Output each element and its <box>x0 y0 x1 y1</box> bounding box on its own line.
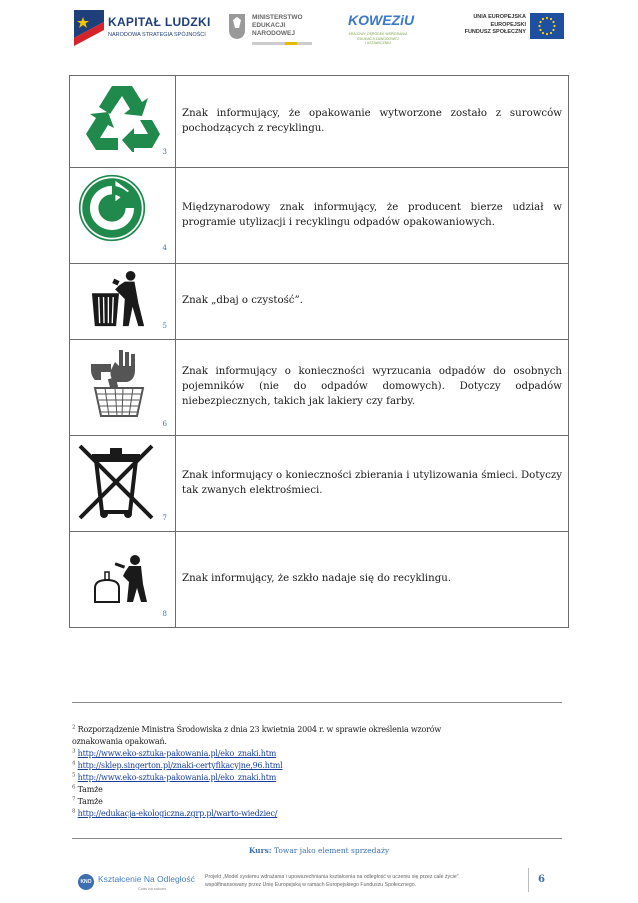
green-dot-icon <box>78 174 146 242</box>
footnote-number: 7 <box>72 796 76 803</box>
eu-logo <box>452 13 564 45</box>
footnote-ref: 8 <box>162 610 167 618</box>
description-text: Znak informujący, że szkło nadaje się do recyklingu. <box>182 573 452 585</box>
footnote-line <box>72 760 562 772</box>
glass-recycling-icon <box>90 554 152 604</box>
footnote-ref: 7 <box>162 514 167 522</box>
symbol-description <box>176 264 569 340</box>
footnote-link[interactable]: http://www.eko-sztuka-pakowania.pl/eko_znaki.htm <box>77 773 277 782</box>
eu-text: UNIA EUROPEJSKA EUROPEJSKI FUNDUSZ SPOŁECZNY <box>464 14 526 35</box>
course-label: Kurs: <box>248 846 272 855</box>
kapital-ludzki-title: KAPITAŁ LUDZKI <box>108 15 211 29</box>
icon-cell <box>70 264 176 340</box>
kapital-ludzki-flag-icon <box>74 10 104 46</box>
description-text: Znak informujący o konieczności wyrzucania odpadów do osobnych pojemników (nie do odpadów domowych). Dotyczy odpadów niebezpiecznych, takich jak lakiery czy farby. <box>182 366 562 407</box>
kowezu-subtitle: KRAJOWY OŚRODEK WSPIERANIA EDUKACJI ZAWODOWEJ I USTAWICZNEJ <box>348 32 408 45</box>
kapital-ludzki-subtitle: NARODOWA STRATEGIA SPÓJNOŚCI <box>108 32 206 38</box>
eu-flag-icon <box>530 13 564 39</box>
footnote-line <box>72 796 562 808</box>
footnote-line <box>72 772 562 784</box>
footnote-number: 6 <box>72 784 76 791</box>
course-line <box>0 846 638 855</box>
symbol-description <box>176 532 569 628</box>
table-row <box>70 532 569 628</box>
footnote-number: 8 <box>72 808 76 815</box>
description-text: Znak informujący o konieczności zbierania i utylizowania śmieci. Dotyczy tak zwanych elektrośmieci. <box>182 469 562 496</box>
footnotes <box>72 724 562 820</box>
footnote-text: Tamże <box>77 797 103 806</box>
page-number: 6 <box>538 874 545 885</box>
table-row <box>70 340 569 436</box>
symbol-description <box>176 168 569 264</box>
kapital-ludzki-logo <box>74 10 210 46</box>
description-text: Znak „dbaj o czystość”. <box>182 295 303 307</box>
ministry-logo <box>228 8 318 48</box>
ministry-bar <box>252 42 312 45</box>
description-text: Znak informujący, że opakowanie wytworzone zostało z surowców pochodzących z recyklingu. <box>182 107 562 134</box>
kno-logo-icon: KNO <box>78 874 94 890</box>
footnote-line <box>72 736 562 748</box>
table-row <box>70 76 569 168</box>
footnote-line <box>72 808 562 820</box>
footnote-number: 2 <box>72 724 76 731</box>
footnote-line <box>72 748 562 760</box>
footnote-line <box>72 724 562 736</box>
symbol-description <box>176 340 569 436</box>
eco-symbols-table <box>69 75 569 628</box>
footnote-line <box>72 784 562 796</box>
kno-logo <box>78 872 195 894</box>
description-text: Międzynarodowy znak informujący, że producent bierze udział w programie utylizacji i recyklingu odpadów opakowaniowych. <box>182 201 562 228</box>
table-row <box>70 168 569 264</box>
footnote-ref: 3 <box>162 148 167 156</box>
footnote-link[interactable]: http://edukacja-ekologiczna.zgrp.pl/warto-wiedziec/ <box>77 809 278 818</box>
footnote-separator <box>72 702 562 703</box>
footnote-ref: 6 <box>162 420 167 428</box>
page-header <box>0 0 638 56</box>
recycle-arrows-icon <box>82 82 162 152</box>
footnote-link[interactable]: http://www.eko-sztuka-pakowania.pl/eko_znaki.htm <box>77 749 277 758</box>
footnote-text: Tamże <box>77 785 103 794</box>
symbol-description <box>176 76 569 168</box>
tidyman-icon <box>90 270 148 328</box>
eagle-crest-icon <box>228 12 246 40</box>
table-row <box>70 436 569 532</box>
kowezu-wordmark: KOWEZiU <box>348 12 415 28</box>
footnote-text: oznakowania opakowań. <box>72 737 167 746</box>
icon-cell <box>70 168 176 264</box>
kno-tagline: Czas na sukces <box>138 886 167 891</box>
footnote-number: 5 <box>72 772 76 779</box>
course-name: Towar jako element sprzedaży <box>273 846 390 855</box>
symbol-description <box>176 436 569 532</box>
icon-cell <box>70 532 176 628</box>
icon-cell <box>70 436 176 532</box>
icon-cell <box>70 340 176 436</box>
footer-divider <box>528 868 529 892</box>
footnote-ref: 4 <box>162 244 167 252</box>
kowezu-logo <box>338 8 418 48</box>
table-row <box>70 264 569 340</box>
footnote-link[interactable]: http://sklep.singerton.pl/znaki-certyfikacyjne,96.html <box>77 761 283 770</box>
footnote-ref: 5 <box>162 322 167 330</box>
footnote-number: 3 <box>72 748 76 755</box>
kno-name: Kształcenie Na Odległość <box>98 874 195 884</box>
footer-separator <box>72 838 562 839</box>
footnote-number: 4 <box>72 760 76 767</box>
footnote-text: Rozporządzenie Ministra Środowiska z dnia 23 kwietnia 2004 r. w sprawie określenia wzorów <box>77 725 442 734</box>
separate-disposal-icon <box>88 348 150 418</box>
icon-cell <box>70 76 176 168</box>
project-statement: Projekt „Model systemu wdrażania i upowszechniania kształcenia na odległość w uczeniu się przez całe życie” współfinansowany przez Unię Europejską w ramach Europejskiego Funduszu Społecznego. <box>205 874 459 888</box>
crossed-bin-icon <box>76 442 156 522</box>
ministry-name: MINISTERSTWO EDUKACJI NARODOWEJ <box>252 14 303 37</box>
